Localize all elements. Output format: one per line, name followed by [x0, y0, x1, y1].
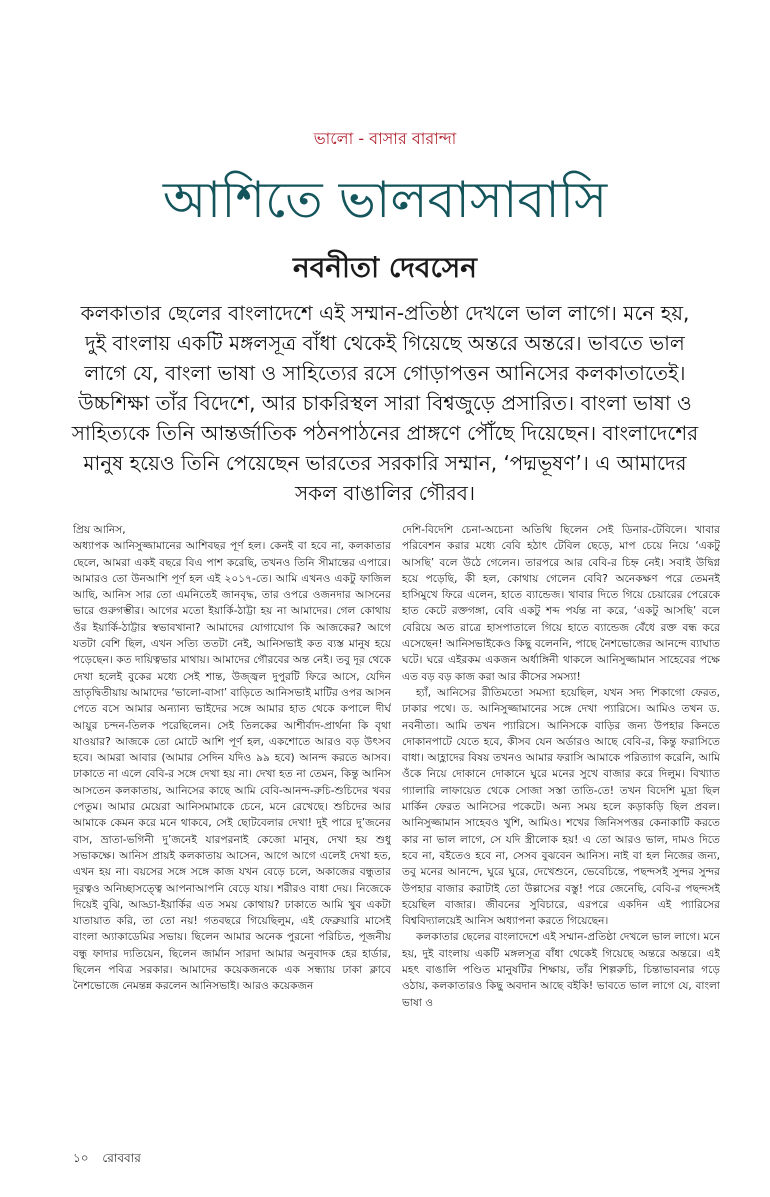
- body-paragraph: দেশি-বিদেশি চেনা-অচেনা অতিথি ছিলেন সেই ডিনার-টেবিলে। খাবার পরিবেশন করার মধ্যে বেবি হঠাৎ টেবিল ছেড়ে, মাপ চেয়ে নিয়ে ‘একটু আসছি’ বলে উঠে গেলেন। তারপরে আর বেবি-র চিহ্ন নেই। সবাই উদ্বিগ্ন হয়ে পড়েছি, কী হল, কোথায় গেলেন বেবি? অনেকক্ষণ পরে তেমনই হাসিমুখে ফিরে এলেন, হাতে ব্যান্ডেজ। খাবার দিতে গিয়ে চেয়ারের পেরেকে হাত কেটে রক্তগঙ্গা, বেবি একটু শব্দ পর্যন্ত না করে, ‘একটু আসছি’ বলে বেরিয়ে অত রাত্রে হাসপাতালে গিয়ে হাতে ব্যান্ডেজ বেঁধে রক্ত বন্ধ করে এসেছেন! আনিসভাইকেও কিছু বলেননি, পাছে নৈশভোজের আনন্দে ব্যাঘাত ঘটে। ঘরে এইরকম একজন অর্ধাঙ্গিনী থাকলে আনিসুজ্জামান সাহেবের পক্ষে এত বড় বড় কাজ করা আর কীসের সমস্যা!: [402, 524, 720, 683]
- page-number: ১০: [73, 1151, 89, 1165]
- body-column-right: [402, 522, 720, 1137]
- supplement-name: রোববার: [102, 1151, 141, 1165]
- body-paragraph: কলকাতার ছেলের বাংলাদেশে এই সম্মান-প্রতিষ্ঠা দেখলে ভাল লাগে। মনে হয়, দুই বাংলায় একটি মঙ্গলসূত্র বাঁধা থেকেই গিয়েছে অন্তরে অন্তরে। এই মহৎ বাঙালি পণ্ডিত মানুষটির শিক্ষায়, তাঁর শিল্পরুচি, চিন্তাভাবনার গড়ে ওঠায়, কলকাতারও কিছু অবদান আছে বইকি! ভাবতে ভাল লাগে যে, বাংলা ভাষা ও: [402, 931, 720, 1009]
- salutation: প্রিয় আনিস,: [73, 524, 126, 536]
- body-paragraph: হ্যাঁ, আনিসের রীতিমতো সমস্যা হয়েছিল, যখন সদ্য শিকাগো ফেরত, ঢাকার পথে। ড. আনিসুজ্জামানের সঙ্গে দেখা প্যারিসে। আমিও তখন ড. নবনীতা। আমি তখন প্যারিসে। আনিসকে বাড়ির জন্য উপহার কিনতে দোকানপাটে যেতে হবে, কীসব যেন অর্ডারও আছে বেবি-র, কিন্তু ফরাসিতে বাধা। আহ্লাদের বিষয় তখনও আমার ফরাসি আমাকে পরিত্যাগ করেনি, আমি ওঁকে নিয়ে দোকানে দোকানে ঘুরে মনের সুখে বাজার করে দিলুম। বিখ্যাত গ্যালারি লাফায়েত থেকে সোজা সস্তা তাতি-তে! তখন বিদেশি মুদ্রা ছিল মার্কিন ফেরত আনিসের পকেটে। অন্য সময় হলে কড়াকড়ি ছিল প্রবল। আনিসুজ্জামান সাহেবও খুশি, আমিও। শখের জিনিসপত্তর কেনাকাটি করতে কার না ভাল লাগে, সে যদি স্ত্রীলোক হয়! এ তো আরও ভাল, দামও দিতে হবে না, বইতেও হবে না, সেসব বুঝবেন আনিস। নাই বা হল নিজের জন্য, তবু মনের আনন্দে, ঘুরে ঘুরে, দেখেশুনে, ভেবেচিন্তে, পছন্দসই সুন্দর সুন্দর উপহার বাজার করাটাই তো উল্লাসের বস্তু! পরে জেনেছি, বেবি-র পছন্দসই হয়েছিল বাজার। জীবনের সুবিচারে, এরপরে একদিন এই প্যারিসের বিশ্ববিদ্যালয়েই আনিস অধ্যাপনা করতে গিয়েছেন।: [402, 686, 720, 928]
- page-footer: [73, 1150, 151, 1170]
- body-paragraph: অধ্যাপক আনিসুজ্জামানের আশিবছর পূর্ণ হল। কেনই বা হবে না, কলকাতার ছেলে, আমরা একই বছরে বিএ পাশ করেছি, তখনও তিনি সীমান্তের এপারে। আমারও তো উনআশি পূর্ণ হল এই ২০১৭-তে। আমি এখনও একটু ফাজিল আছি, আনিস সার তো এমনিতেই জানবৃদ্ধ, তার ওপরে ওজনদার আসনের ভারে গুরুগম্ভীর। আগের মতো ইয়ার্কি-ঠাট্টা হয় না আমাদের। গেল কোথায় ওঁর ইয়ার্কি-ঠাট্টার স্বভাবখানা? আমাদের যোগাযোগ কি আজকের? আগে যতটা বেশি ছিল, এখন সত্যি ততটা নেই, আনিসভাই কত ব্যস্ত মানুষ হয়ে পড়েছেন। কত দায়িত্বভার মাথায়। আমাদের গৌরবের অন্ত নেই। তবু দূর থেকে দেখা হলেই বুকের মধ্যে সেই শান্ত, উজ্জ্বল দুপুরটি ফিরে আসে, যেদিন ভ্রাতৃদ্বিতীয়ায় আমাদের ‘ভালো-বাসা’ বাড়িতে আনিসভাই মাটির ওপর আসন পেতে বসে আমার অন্যান্য ভাইদের সঙ্গে আমার হাত থেকে কপালে দীর্ঘ আয়ুর চন্দন-তিলক পরেছিলেন। সেই তিলকের আশীর্বাদ-প্রার্থনা কি বৃথা যাওয়ার? আজকে তো মোটে আশি পূর্ণ হল, একশোতে আরও বড় উৎসব হবে। আমরা আবার (আমার সেদিন যদিও ৯৯ হবে) আনন্দ করতে আসব। ঢাকাতে না এলে বেবি-র সঙ্গে দেখা হয় না। দেখা হত না তেমন, কিন্তু আনিস আসতেন কলকাতায়, আনিসের কাছে আমি বেবি-আনন্দ-রুচি-শুচিদের খবর পেতুম। আমার মেয়েরা আনিসমামাকে চেনে, মনে রেখেছে। শুচিদের আর আমাকে কেমন করে মনে থাকবে, সেই ছোটবেলার দেখা! দুই পারে দু’জনের বাস, ভ্রাতা-ভগিনী দু’জনেই যারপরনাই কেজো মানুষ, দেখা হয় শুধু সভাকক্ষে। আনিস প্রায়ই কলকাতায় আসেন, আগে আগে এলেই দেখা হত, এখন হয় না। বয়সের সঙ্গে সঙ্গে কাজ যখন বেড়ে চলে, অকাজের বন্ধুতার দূরত্বও অনিচ্ছাসত্ত্বে আপনাআপনি বেড়ে যায়। শরীরও বাধা দেয়। নিজেকে দিয়েই বুঝি, আড্ডা-ইয়ার্কির এত সময় কোথায়? ঢাকাতে আমি খুব একটা যাতায়াত করি, তা তো নয়! গতবছরে গিয়েছিলুম, এই ফেব্রুয়ারি মাসেই বাংলা অ্যাকাডেমির সভায়। ছিলেন আমার অনেক পুরনো পরিচিত, পূজনীয় বন্ধু ফাদার দ্যতিয়েন, ছিলেন জার্মান সারদা আমার অনুবাদক হের হার্ডার, ছিলেন পবিত্র সরকার। আমাদের কয়েকজনকে এক সন্ধ্যায় ঢাকা ক্লাবে নৈশভোজে নেমন্তন্ন করলেন আনিসভাই। আরও কয়েকজন: [73, 540, 391, 993]
- standfirst: কলকাতার ছেলের বাংলাদেশে এই সম্মান-প্রতিষ্ঠা দেখলে ভাল লাগে। মনে হয়, দুই বাংলায় একটি মঙ্গলসূত্র বাঁধা থেকেই গিয়েছে অন্তরে অন্তরে। ভাবতে ভাল লাগে যে, বাংলা ভাষা ও সাহিত্যের রসে গোড়াপত্তন আনিসের কলকাতাতেই। উচ্চশিক্ষা তাঁর বিদেশে, আর চাকরিস্থল সারা বিশ্বজুড়ে প্রসারিত। বাংলা ভাষা ও সাহিত্যকে তিনি আন্তর্জাতিক পঠনপাঠনের প্রাঙ্গণে পৌঁছে দিয়েছেন। বাংলাদেশের মানুষ হয়েও তিনি পেয়েছেন ভারতের সরকারি সম্মান, ‘পদ্মভূষণ’। এ আমাদের সকল বাঙালির গৌরব।: [71, 301, 699, 505]
- article-title: আশিতে ভালবাসাবাসি: [162, 171, 608, 229]
- author-byline: নবনীতা দেবসেন: [292, 251, 477, 284]
- section-label: ভালো - বাসার বারান্দা: [313, 129, 457, 148]
- body-column-left: [73, 522, 391, 1137]
